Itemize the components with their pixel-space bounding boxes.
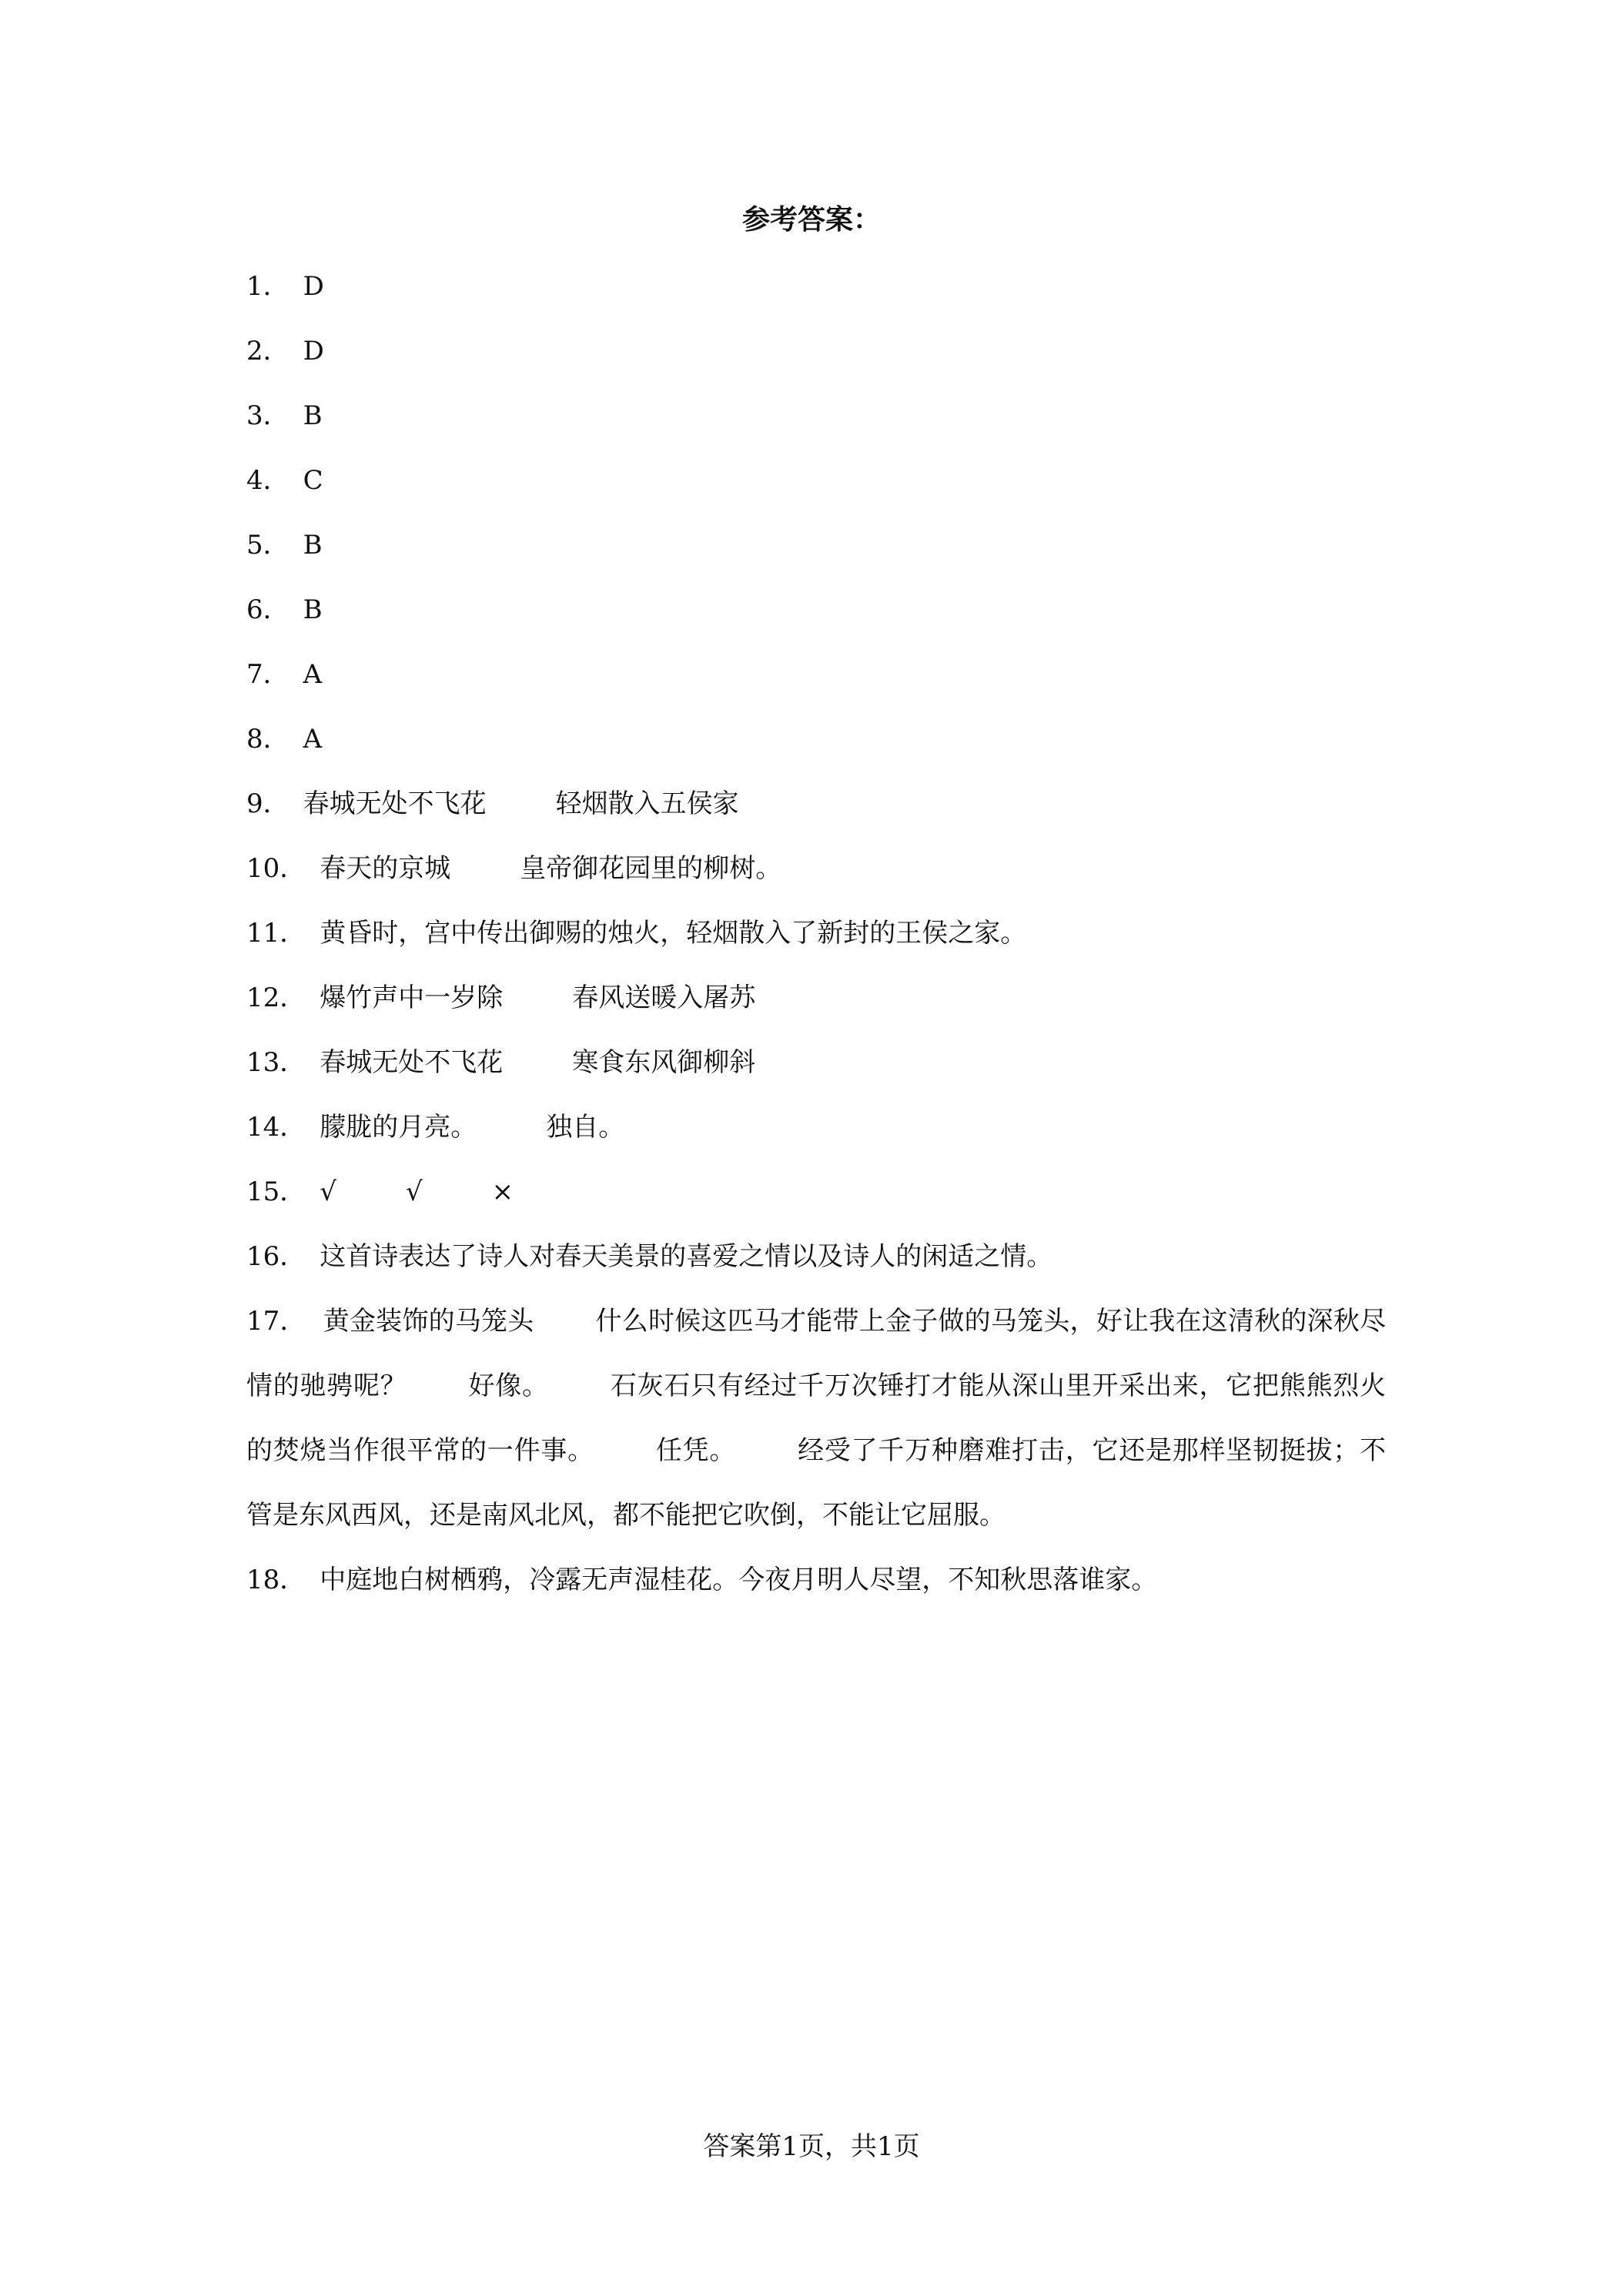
answer-item-3: 3． B xyxy=(246,400,323,431)
answer-item-11: 11． 黄昏时，宫中传出御赐的烛火，轻烟散入了新封的王侯之家。 xyxy=(246,918,1027,949)
answer-item-4: 4． C xyxy=(246,465,323,496)
answer-item-8: 8． A xyxy=(246,724,323,755)
answer-item-18: 18． 中庭地白树栖鸦，冷露无声湿桂花。今夜月明人尽望，不知秋思落谁家。 xyxy=(246,1565,1158,1595)
answer-item-2: 2． D xyxy=(246,336,324,366)
answer-list xyxy=(246,254,1386,1612)
answer-item-13: 13． 春城无处不飞花 寒食东风御柳斜 xyxy=(246,1047,756,1078)
answer-item-5: 5． B xyxy=(246,530,323,561)
answer-item-15: 15． √ √ × xyxy=(246,1176,514,1207)
answer-item-6: 6． B xyxy=(246,594,323,625)
page-footer: 答案第1页，共1页 xyxy=(703,2131,920,2162)
answer-item-10: 10． 春天的京城 皇帝御花园里的柳树。 xyxy=(246,853,782,884)
answer-item-7: 7． A xyxy=(246,659,323,690)
answer-item-1: 1． D xyxy=(246,271,324,302)
answer-item-9: 9． 春城无处不飞花 轻烟散入五侯家 xyxy=(246,788,739,819)
answer-item-16: 16． 这首诗表达了诗人对春天美景的喜爱之情以及诗人的闲适之情。 xyxy=(246,1241,1053,1272)
answer-item-17: 17． 黄金装饰的马笼头 什么时候这匹马才能带上金子做的马笼头，好让我在这清秋的深秋尽情的驰骋呢？ 好像。 石灰石只有经过千万次锤打才能从深山里开采出来，它把熊熊烈火的焚烧当作很平常的一件事。 任凭。 经受了千万种磨难打击，它还是那样坚韧挺拔；不管是东风西风，还是南风北风，都不能把它吹倒，不能让它屈服。 xyxy=(246,1306,1387,1531)
page-title: 参考答案： xyxy=(741,204,881,236)
answer-item-14: 14． 朦胧的月亮。 独自。 xyxy=(246,1112,625,1143)
answer-item-12: 12． 爆竹声中一岁除 春风送暖入屠苏 xyxy=(246,982,756,1013)
